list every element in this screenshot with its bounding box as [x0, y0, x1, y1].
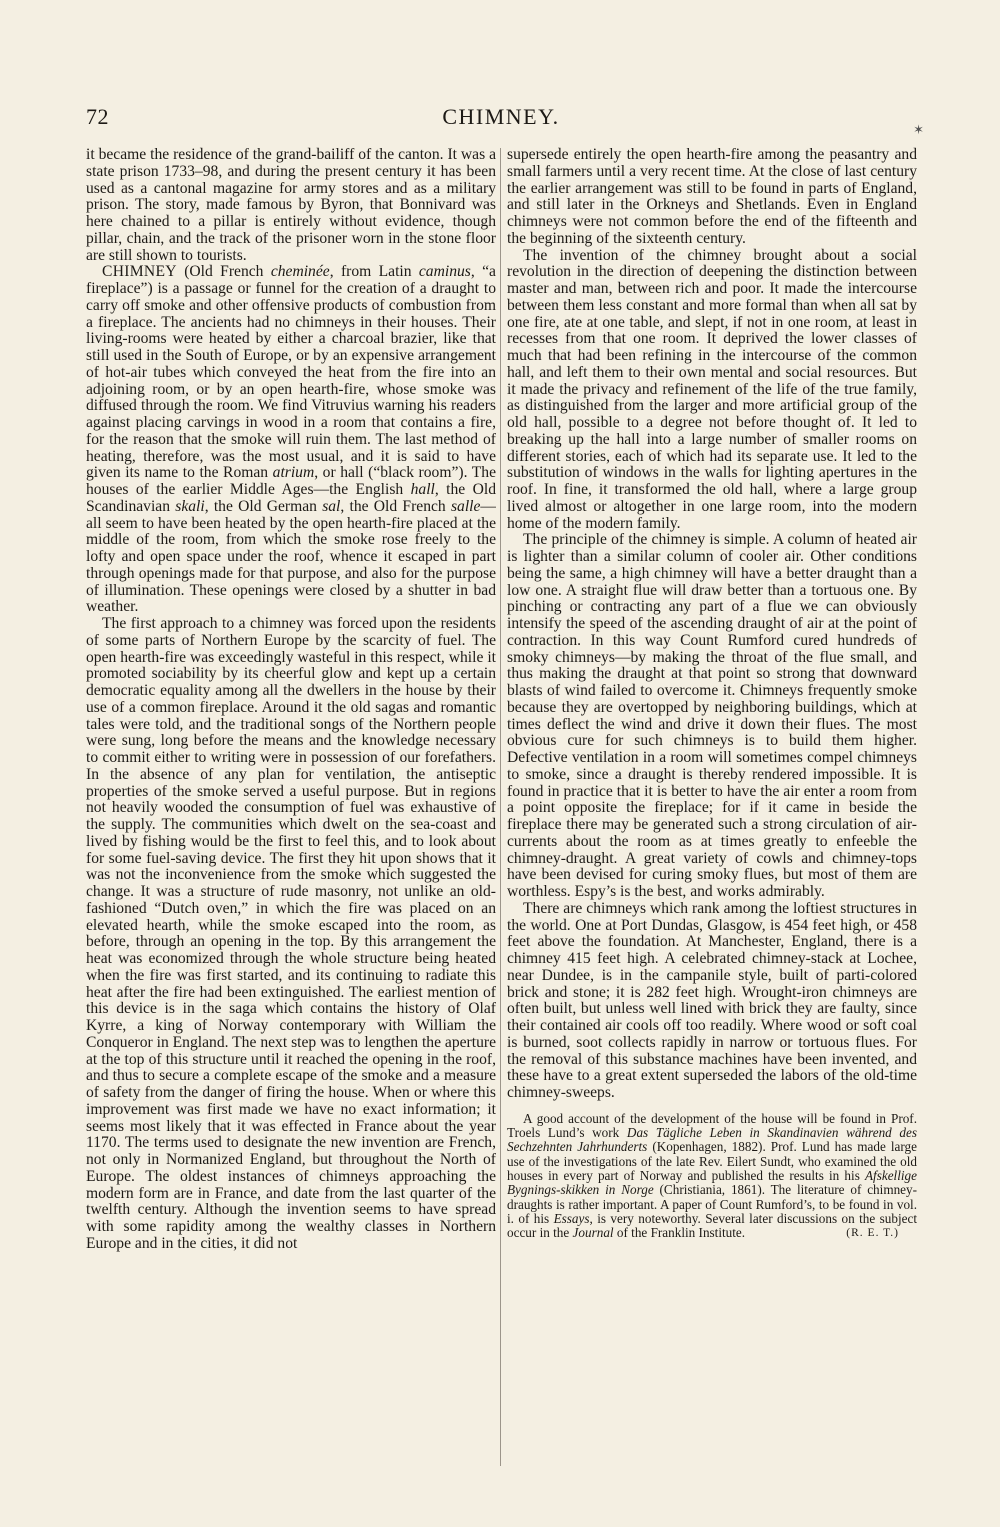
- entry-paragraph-chimney: [86, 264, 496, 616]
- entry-headword: CHIMNEY: [102, 263, 177, 281]
- left-column: [86, 147, 496, 1477]
- cited-work: Afskellige Bygnings-skikken in Norge: [507, 1167, 917, 1198]
- printer-mark: ✶: [913, 122, 924, 137]
- bibliographic-note: [507, 1112, 917, 1241]
- italic-term: cheminée: [270, 263, 330, 281]
- italic-term: sal: [322, 497, 341, 515]
- text-run: , the Old French: [340, 497, 451, 515]
- text-run: (Kopenhagen, 1882). Prof. Lund has made large use of the investigations of the late Rev. Eilert Sundt, who examined the old houses in every part of Norway and published the results in his: [507, 1139, 917, 1183]
- paragraph: The invention of the chimney brought about a social revolution in the direction of deepening the distinction between master and man, between rich and poor. It made the intercourse between them less constant and more formal than when all sat by one fire, ate at one table, and slept, if not in one room, at least in recesses from that one room. It deprived the lower classes of much that had been refining in the intercourse of the common hall, and left them to their own mental and social resources. But it made the privacy and refinement of the life of the true family, as distinguished from the larger and more artificial group of the old hall, possible to a degree not before thought of. It led to breaking up the hall into a large number of smaller rooms on different stories, each of which had its separate use. It led to the substitution of windows in the walls for lighting apertures in the roof. In fine, it transformed the old hall, where a large group lived almost or altogether in one large room, into the modern home of the modern family.: [507, 246, 917, 532]
- italic-term: atrium: [272, 464, 315, 482]
- paragraph: The principle of the chimney is simple. A column of heated air is lighter than a similar column of cooler air. Other conditions being the same, a high chimney will have a better draught than a low one. A straight flue will draw better than a tortuous one. By pinching or contracting any part of a flue we can obviously intensify the speed of the ascending draught of air at the point of contraction. In this way Count Rumford cured hundreds of smoky chimneys—by making the throat of the flue small, and thus making the draught at that point so strong that downward blasts of wind failed to overcome it. Chimneys frequently smoke because they are overtopped by neighboring buildings, which at times deflect the wind and drive it down their flues. The most obvious cure for such chimneys is to build them higher. Defective ventilation in a room will sometimes compel chimneys to smoke, since a draught is thereby rendered impossible. It is found in practice that it is better to have the air enter a room from a point opposite the fireplace; for if it came in beside the fireplace there may be generated such a strong circulation of air-currents about the room as at times greatly to enfeeble the chimney-draught. A great variety of cowls and chimney-tops have been devised for curing smoky flues, but most of them are worthless. Espy’s is the best, and works admirably.: [507, 531, 917, 900]
- text-run: —all seem to have been heated by the open hearth-fire placed at the middle of the room, from which the smoke rose freely to the lofty and open space under the roof, whence it escaped in part through openings made for that purpose, and also for the purpose of illumination. These openings were closed by a shutter in bad weather.: [86, 497, 496, 616]
- text-run: A good account of the development of the house will be found in Prof. Troels Lund’s work: [507, 1110, 917, 1141]
- paragraph-continued: supersede entirely the open hearth-fire among the peasantry and small farmers until a very recent time. At the close of last century the earlier arrangement was still to be found in parts of England, and still later in the Orkneys and Shetlands. Even in England chimneys were not common before the end of the fifteenth and the beginning of the sixteenth century.: [507, 147, 917, 247]
- text-run: , “a fireplace”) is a passage or funnel for the creation of a draught to carry off smoke and other offensive products of combustion from a fireplace. The ancients had no chimneys in their houses. Their living-rooms were heated by either a charcoal brazier, like that still used in the South of Europe, or by an expensive arrangement of hot-air tubes which conveyed the heat from the fire into an adjoining room, or by an open hearth-fire, whose smoke was diffused through the room. We find Vitruvius warning his readers against placing carvings in wood in a room that contains a fire, for the reason that the smoke will ruin them. The last method of heating, therefore, was the most usual, and it is said to have given its name to the Roman: [86, 263, 496, 482]
- italic-term: skali: [175, 497, 205, 515]
- cited-work: Das Tägliche Leben in Skandinavien während des Sechzehnten Jahrhunderts: [507, 1125, 917, 1155]
- page-number: 72: [86, 104, 109, 129]
- right-column: [507, 147, 917, 1477]
- text-run: , is very noteworthy. Several later discussions on the subject occur in the: [507, 1210, 917, 1241]
- paragraph-continued: it became the residence of the grand-bailiff of the canton. It was a state prison 1733–98, and during the present century it has been used as a cantonal magazine for army stores and as a military prison. The story, made famous by Byron, that Bonnivard was here chained to a pillar is entirely without evidence, though pillar, chain, and the track of the prisoner worn in the stone floor are still shown to tourists.: [86, 147, 496, 264]
- column-divider: [500, 148, 501, 1466]
- italic-term: salle: [450, 497, 481, 515]
- paragraph: The first approach to a chimney was forced upon the residents of some parts of Northern Europe by the scarcity of fuel. The open hearth-fire was exceedingly wasteful in this respect, while it promoted sociability by its cheerful glow and kept up a certain democratic equality among all the dwellers in the house by their use of a common fireplace. Around it the old sagas and romantic tales were told, and the traditional songs of the Northern people were sung, long before the means and the knowledge necessary to commit either to writing were in possession of our forefathers. In the absence of any plan for ventilation, the antiseptic properties of the smoke served a useful purpose. But in regions not heavily wooded the consumption of fuel was exhaustive of the supply. The communities which dwelt on the sea-coast and lived by fishing would be the first to feel this, and to look about for some fuel-saving device. The first they hit upon shows that it was not the inconvenience from the smoke which suggested the change. It was a structure of rude masonry, not unlike an old-fashioned “Dutch oven,” in which the fire was placed on an elevated hearth, while the smoke escaped into the room, as before, through an opening in the top. By this arrangement the heat was economized through the whole structure being heated when the fire was first started, and its continuing to radiate this heat after the fire had been extinguished. The earliest mention of this device is in the saga which contains the history of Olaf Kyrre, a king of Norway contemporary with William the Conqueror in England. The next step was to lengthen the aperture at the top of this structure until it reached the opening in the roof, and thus to secure a complete escape of the smoke and a measure of safety from the danger of firing the house. When or where this improvement was first made we have no exact information; it seems most likely that it was effected in France about the year 1170. The terms used to designate the new invention are French, not only in Normanized England, but throughout the North of Europe. The oldest instances of chimneys approaching the modern form are in France, and date from the last quarter of the twelfth century. Although the invention seems to have spread with some rapidity among the wealthy classes in Northern Europe and in the cities, it did not: [86, 615, 496, 1252]
- italic-term: caminus: [418, 263, 471, 281]
- paragraph: There are chimneys which rank among the loftiest structures in the world. One at Port Dundas, Glasgow, is 454 feet high, or 458 feet above the foundation. At Manchester, England, there is a chimney 415 feet high. A celebrated chimney-stack at Lochee, near Dundee, is in the campanile style, built of parti-colored brick and stone; it is 282 feet high. Wrought-iron chimneys are often built, but unless well lined with brick they are faulty, since their contained air cools off too readily. Where wood or soft coal is burned, soot collects rapidly in narrow or tortuous flues. For the removal of this substance machines have been invented, and these have to a great extent superseded the labors of the old-time chimney-sweeps.: [507, 899, 917, 1101]
- text-run: (Old French: [176, 263, 271, 281]
- text-run: , the Old German: [204, 497, 323, 515]
- italic-term: hall: [410, 481, 435, 498]
- text-run: , or hall (“black room”). The houses of the earlier Middle Ages—the English: [86, 464, 496, 498]
- text-run: (Christiania, 1861). The literature of chimney-draughts is rather important. A paper of Count Rumford’s, to be found in vol. i. of his: [507, 1182, 917, 1226]
- page-header: [86, 104, 924, 137]
- author-signature: (R. E. T.): [846, 1227, 899, 1240]
- text-run: , from Latin: [329, 263, 419, 281]
- cited-work: Journal: [572, 1225, 614, 1241]
- text-run: of the Franklin Institute.: [613, 1225, 746, 1241]
- running-head: CHIMNEY.: [442, 104, 560, 129]
- cited-work: Essays: [553, 1210, 590, 1226]
- text-run: , the Old Scandinavian: [86, 481, 496, 515]
